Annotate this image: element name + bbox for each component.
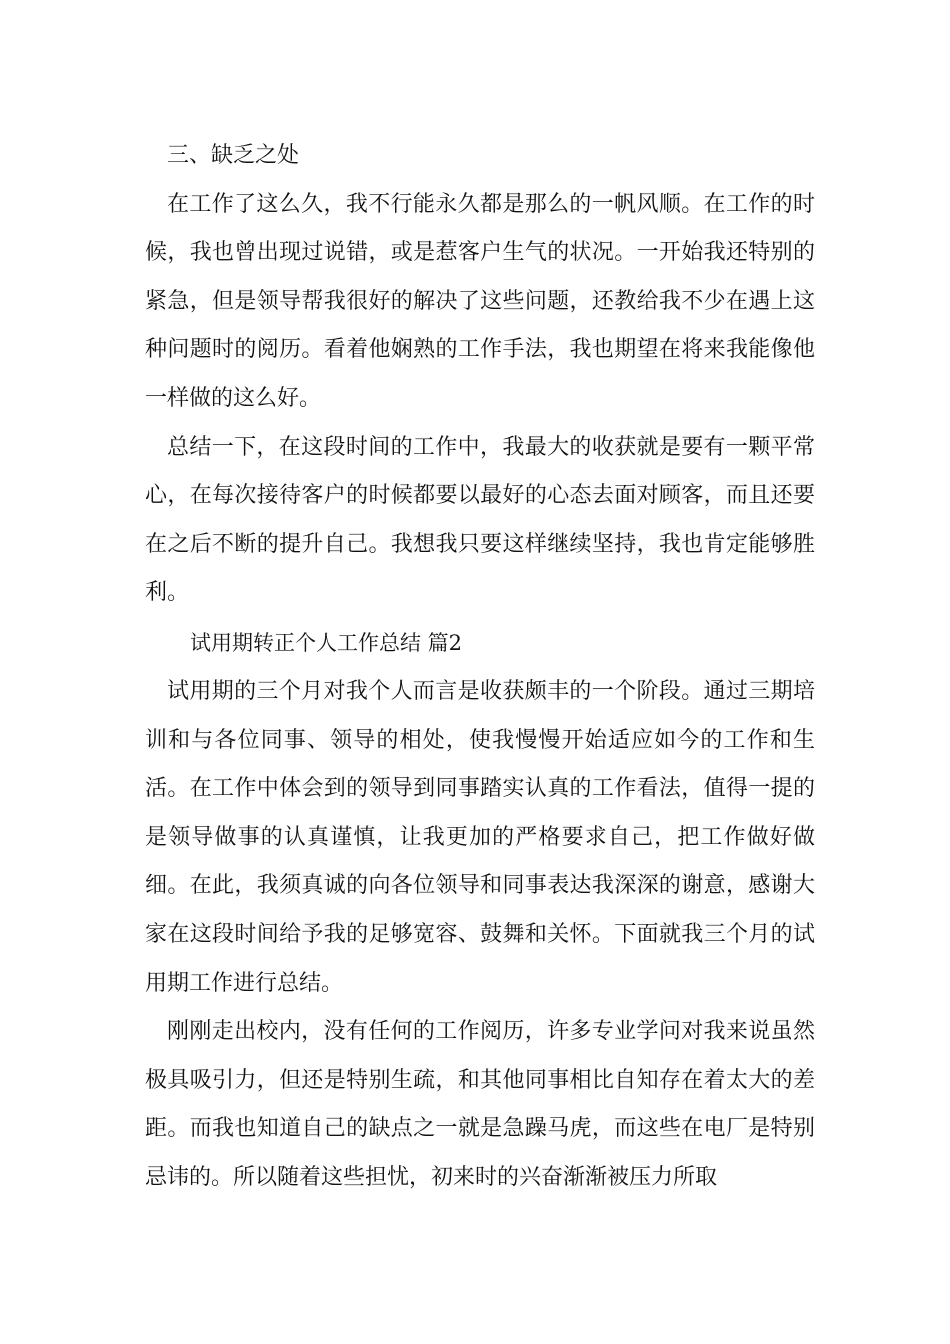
paragraph-probation-intro: 试用期的三个月对我个人而言是收获颇丰的一个阶段。通过三期培训和与各位同事、领导的相处，使我慢慢开始适应如今的工作和生活。在工作中体会到的领导到同事踏实认真的工作看法，值得一提的是领导做事的认真谨慎，让我更加的严格要求自己，把工作做好做细。在此，我须真诚的向各位领导和同事表达我深深的谢意，感谢大家在这段时间给予我的足够宽容、鼓舞和关怀。下面就我三个月的试用期工作进行总结。 bbox=[145, 678, 815, 996]
paragraph-summary: 总结一下，在这段时间的工作中，我最大的收获就是要有一颗平常心，在每次接待客户的时候都要以最好的心态去面对顾客，而且还要在之后不断的提升自己。我想我只要这样继续坚持，我也肯定能够胜利。 bbox=[145, 434, 815, 606]
section-heading: 三、缺乏之处 bbox=[167, 143, 300, 168]
document-body bbox=[145, 132, 815, 1202]
paragraph-new-graduate: 刚刚走出校内，没有任何的工作阅历，许多专业学问对我来说虽然极具吸引力，但还是特别生疏，和其他同事相比自知存在着太大的差距。而我也知道自己的缺点之一就是急躁马虎，而这些在电厂是特别忌讳的。所以随着这些担忧，初来时的兴奋渐渐被压力所取 bbox=[145, 1019, 815, 1190]
paragraph-shortcomings: 在工作了这么久，我不行能永久都是那么的一帆风顺。在工作的时候，我也曾出现过说错，或是惹客户生气的状况。一开始我还特别的紧急，但是领导帮我很好的解决了这些问题，还教给我不少在遇上这种问题时的阅历。看着他娴熟的工作手法，我也期望在将来我能像他一样做的这么好。 bbox=[145, 191, 815, 411]
article-subtitle: 试用期转正个人工作总结 篇2 bbox=[190, 630, 463, 655]
